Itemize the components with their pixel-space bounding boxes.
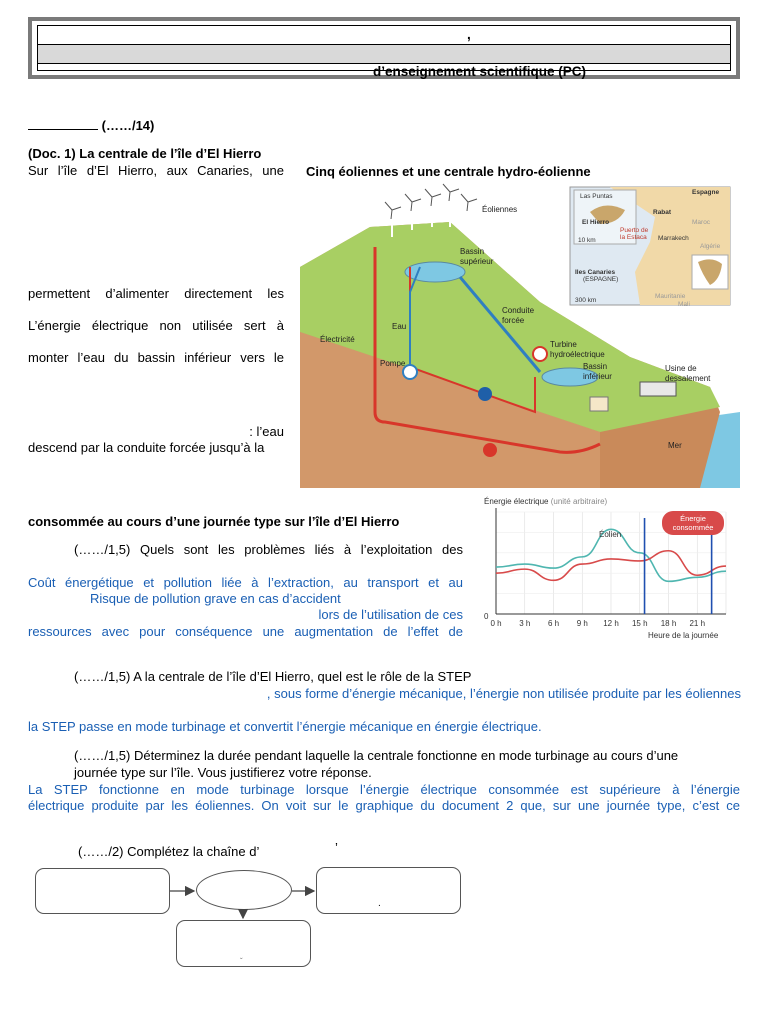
hydro-wind-illustration: [300, 182, 740, 488]
map-mauritanie: Mauritanie: [655, 293, 686, 300]
q1-answer4: ressources avec pour conséquence une augmentation de l’effet de: [28, 624, 463, 639]
chain-box-source[interactable]: [35, 868, 170, 914]
q4-prompt: (……/2) Complétez la chaîne d’: [78, 844, 260, 859]
label-electricite: Électricité: [320, 335, 355, 344]
map-algerie: Algérie: [700, 243, 721, 250]
label-turbine-1: Turbine: [550, 340, 577, 349]
header-row-3: [38, 64, 730, 80]
map-scale-big: 300 km: [575, 297, 597, 304]
map-las-puntas: Las Puntas: [580, 193, 613, 200]
doc1-line4: monter l’eau du bassin inférieur vers le: [28, 350, 284, 365]
label-usine-1: Usine de: [665, 364, 697, 373]
inset-map: [570, 187, 730, 308]
q2-answer2: la STEP passe en mode turbinage et convertit l’énergie mécanique en énergie électrique.: [28, 719, 542, 734]
label-mer: Mer: [668, 441, 682, 450]
energy-chart: [478, 494, 734, 644]
desalination-plant: [640, 382, 676, 396]
q4-apostrophe: ’: [335, 840, 338, 855]
label-bassin-sup-1: Bassin: [460, 247, 485, 256]
chart-xlabel: Heure de la journée: [648, 631, 719, 640]
chart-y-zero: 0: [484, 612, 489, 621]
chart-xtick-label: 18 h: [660, 619, 677, 628]
exercise-score: (……/14): [101, 118, 155, 133]
map-mali: Mali: [678, 301, 690, 308]
header-subject: d’enseignement scientifique (PC): [373, 64, 587, 79]
label-bassin-inf-1: Bassin: [583, 362, 608, 371]
map-puerto-2: la Estaca: [620, 234, 647, 241]
chart-xtick-label: 0 h: [490, 619, 502, 628]
exercise-title: [28, 118, 154, 133]
chart-ylabel: Énergie électrique (unité arbitraire): [484, 497, 608, 506]
map-espagne-paren: (ESPAGNE): [583, 276, 619, 283]
water-drop-icon: [478, 387, 492, 401]
header-row-1: [38, 26, 730, 45]
header-row1-text: ,: [467, 27, 471, 42]
label-pompe: Pompe: [380, 359, 406, 368]
house-icon: [590, 397, 608, 411]
label-conduite-1: Conduite: [502, 306, 535, 315]
q1-answer3: lors de l’utilisation de ces: [318, 607, 463, 622]
q3-prompt1: (……/1,5) Déterminez la durée pendant laquelle la centrale fonctionne en mode turbinage au cours d’une: [74, 748, 679, 763]
map-maroc: Maroc: [692, 219, 711, 226]
q1-answer1: Coût énergétique et pollution liée à l’extraction, au transport et au: [28, 575, 463, 590]
upper-basin: [405, 262, 465, 282]
q1-answer2: Risque de pollution grave en cas d’accident: [90, 591, 341, 606]
lightning-icon: [483, 443, 497, 457]
chart-series-label-eolien: Éolien: [599, 530, 622, 539]
map-espagne: Espagne: [692, 189, 720, 196]
chain-oval-converter[interactable]: [196, 870, 292, 910]
chart-xtick-label: 9 h: [576, 619, 588, 628]
chart-xtick-label: 6 h: [547, 619, 560, 628]
label-eoliennes: Éoliennes: [482, 205, 518, 214]
chain-box-output[interactable]: [316, 867, 461, 914]
chart-series-label-consumed: Énergie consommée: [672, 514, 714, 532]
label-conduite-2: forcée: [502, 316, 525, 325]
map-marrakech: Marrakech: [658, 235, 689, 242]
doc1-title: (Doc. 1) La centrale de l’île d’El Hierro: [28, 146, 262, 161]
doc1-line2: permettent d’alimenter directement les: [28, 286, 284, 301]
map-scale-small: 10 km: [578, 237, 596, 244]
turbine-symbol: [533, 347, 547, 361]
figure1-title: Cinq éoliennes et une centrale hydro-éolienne: [306, 164, 591, 179]
map-puerto-1: Puerto de: [620, 227, 649, 234]
label-turbine-2: hydroélectrique: [550, 350, 605, 359]
label-eau: Eau: [392, 322, 407, 331]
chart-xtick-label: 21 h: [689, 619, 706, 628]
q3-prompt2: journée type sur l’île. Vous justifierez votre réponse.: [74, 765, 372, 780]
map-el-hierro: El Hierro: [582, 219, 610, 226]
chain-box-output-dot: .: [378, 898, 381, 909]
doc2-caption: consommée au cours d’une journée type sur l’île d’El Hierro: [28, 514, 400, 529]
chart-xtick-label: 12 h: [603, 619, 619, 628]
chart-xtick-label: 3 h: [519, 619, 531, 628]
map-iles-canaries: Iles Canaries: [575, 269, 616, 276]
q2-prompt: (……/1,5) A la centrale de l’île d’El Hierro, quel est le rôle de la STEP: [74, 669, 472, 684]
doc1-line3: L’énergie électrique non utilisée sert à: [28, 318, 284, 333]
exercise-title-underline: [28, 119, 98, 130]
chart-xtick-label: 15 h: [631, 619, 648, 628]
q1-prompt: (……/1,5) Quels sont les problèmes liés à l’exploitation des: [74, 542, 463, 557]
label-usine-2: dessalement: [665, 374, 711, 383]
label-bassin-sup-2: supérieur: [460, 257, 494, 266]
q3-answer1: La STEP fonctionne en mode turbinage lorsque l’énergie électrique consommée est supérieure à l’énergie: [28, 782, 740, 797]
header-row-2: [38, 45, 730, 64]
q2-answer1: , sous forme d’énergie mécanique, l’énergie non utilisée produite par les éoliennes: [266, 686, 741, 701]
header-table: [28, 17, 740, 79]
chart-xticks: [490, 619, 705, 628]
label-bassin-inf-2: inférieur: [583, 372, 612, 381]
doc1-line5: : l’eau: [249, 424, 284, 439]
map-rabat: Rabat: [653, 209, 672, 216]
chain-box-loss-mark: ˇ: [240, 957, 243, 966]
q3-answer2: électrique produite par les éoliennes. On voit sur le graphique du document 2 que, sur une journée type, c’est ce: [28, 798, 740, 813]
doc1-line6: descend par la conduite forcée jusqu’à la: [28, 440, 265, 455]
header-inner: [37, 25, 731, 79]
doc1-line1: Sur l’île d’El Hierro, aux Canaries, une: [28, 163, 284, 178]
chain-box-loss[interactable]: [176, 920, 311, 967]
